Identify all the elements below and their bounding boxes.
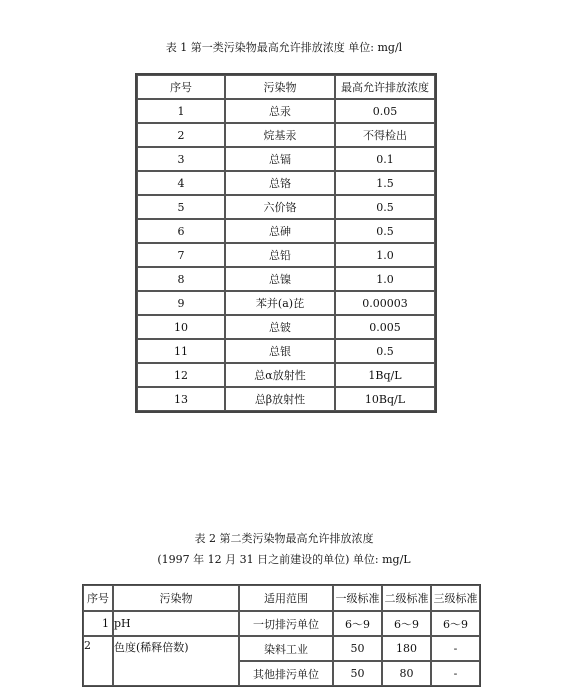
table2-caption-title: 表 2 第二类污染物最高允许排放浓度: [194, 532, 374, 545]
table-cell: 其他排污单位: [239, 661, 333, 686]
table-cell: 3: [137, 147, 225, 171]
table-row: [137, 123, 435, 147]
table-cell: 1Bq/L: [335, 363, 435, 387]
table-cell: 50: [333, 636, 382, 661]
table2-header-cell: 污染物: [113, 585, 239, 611]
table-row: [137, 99, 435, 123]
table-row: [83, 611, 480, 636]
table-cell: 总镍: [225, 267, 335, 291]
table-cell: -: [431, 636, 480, 661]
table-cell: 80: [382, 661, 431, 686]
table-cell: 180: [382, 636, 431, 661]
table2: [82, 584, 481, 687]
table-cell: pH: [113, 611, 239, 636]
table-cell: 4: [137, 171, 225, 195]
table-cell: 0.5: [335, 195, 435, 219]
table-cell: 2: [137, 123, 225, 147]
table-row: [137, 315, 435, 339]
table-cell: 1: [83, 611, 113, 636]
table-row: [137, 171, 435, 195]
table1-body: [137, 75, 435, 411]
table-cell: 12: [137, 363, 225, 387]
table-cell: 总银: [225, 339, 335, 363]
table-row: [137, 243, 435, 267]
table-cell: 1.0: [335, 267, 435, 291]
table-row: [137, 387, 435, 411]
table-cell: 5: [137, 195, 225, 219]
table2-header-cell: 三级标准: [431, 585, 480, 611]
table1-caption: 表 1 第一类污染物最高允许排放浓度 单位: mg/l: [165, 41, 403, 54]
table-cell: 总铅: [225, 243, 335, 267]
table-cell: 总β放射性: [225, 387, 335, 411]
table-row: [137, 291, 435, 315]
table-cell: 苯并(a)芘: [225, 291, 335, 315]
table-cell: 13: [137, 387, 225, 411]
table-cell: 1: [137, 99, 225, 123]
table1-header-row: [137, 75, 435, 99]
table1-header-cell: 最高允许排放浓度: [335, 75, 435, 99]
table-cell: 6: [137, 219, 225, 243]
table-cell: 50: [333, 661, 382, 686]
table-cell: 总汞: [225, 99, 335, 123]
table-cell: 0.005: [335, 315, 435, 339]
table-cell: -: [431, 661, 480, 686]
table-cell: 2: [83, 636, 113, 686]
table-cell: 10Bq/L: [335, 387, 435, 411]
table1: [135, 73, 437, 413]
table1-header-cell: 序号: [137, 75, 225, 99]
table-row: [137, 363, 435, 387]
table-row: [137, 267, 435, 291]
table-cell: 烷基汞: [225, 123, 335, 147]
table1-header-cell: 污染物: [225, 75, 335, 99]
table-cell: 8: [137, 267, 225, 291]
table-cell: 总铍: [225, 315, 335, 339]
table-cell: 1.0: [335, 243, 435, 267]
table-cell: 0.5: [335, 219, 435, 243]
table-cell: 11: [137, 339, 225, 363]
table-cell: 7: [137, 243, 225, 267]
table-cell: 6～9: [382, 611, 431, 636]
table2-header-cell: 二级标准: [382, 585, 431, 611]
table-cell: 1.5: [335, 171, 435, 195]
table2-header-row: [83, 585, 480, 611]
table-cell: 色度(稀释倍数): [113, 636, 239, 686]
table-cell: 0.1: [335, 147, 435, 171]
table-cell: 0.00003: [335, 291, 435, 315]
table-cell: 总α放射性: [225, 363, 335, 387]
table-cell: 9: [137, 291, 225, 315]
table2-header-cell: 适用范围: [239, 585, 333, 611]
table-cell: 总砷: [225, 219, 335, 243]
table2-header-cell: 序号: [83, 585, 113, 611]
table-cell: 10: [137, 315, 225, 339]
table-cell: 总铬: [225, 171, 335, 195]
table-cell: 不得检出: [335, 123, 435, 147]
table-row: [137, 339, 435, 363]
table-row: [83, 636, 480, 661]
table-cell: 0.05: [335, 99, 435, 123]
table-row: [137, 147, 435, 171]
table-cell: 六价铬: [225, 195, 335, 219]
table-row: [137, 219, 435, 243]
table-cell: 0.5: [335, 339, 435, 363]
table2-header-cell: 一级标准: [333, 585, 382, 611]
table2-caption-subtitle: (1997 年 12 月 31 日之前建设的单位) 单位: mg/L: [157, 553, 411, 566]
table-cell: 6～9: [333, 611, 382, 636]
table-cell: 一切排污单位: [239, 611, 333, 636]
table-cell: 染料工业: [239, 636, 333, 661]
table-cell: 6～9: [431, 611, 480, 636]
table-cell: 总镉: [225, 147, 335, 171]
table-row: [137, 195, 435, 219]
